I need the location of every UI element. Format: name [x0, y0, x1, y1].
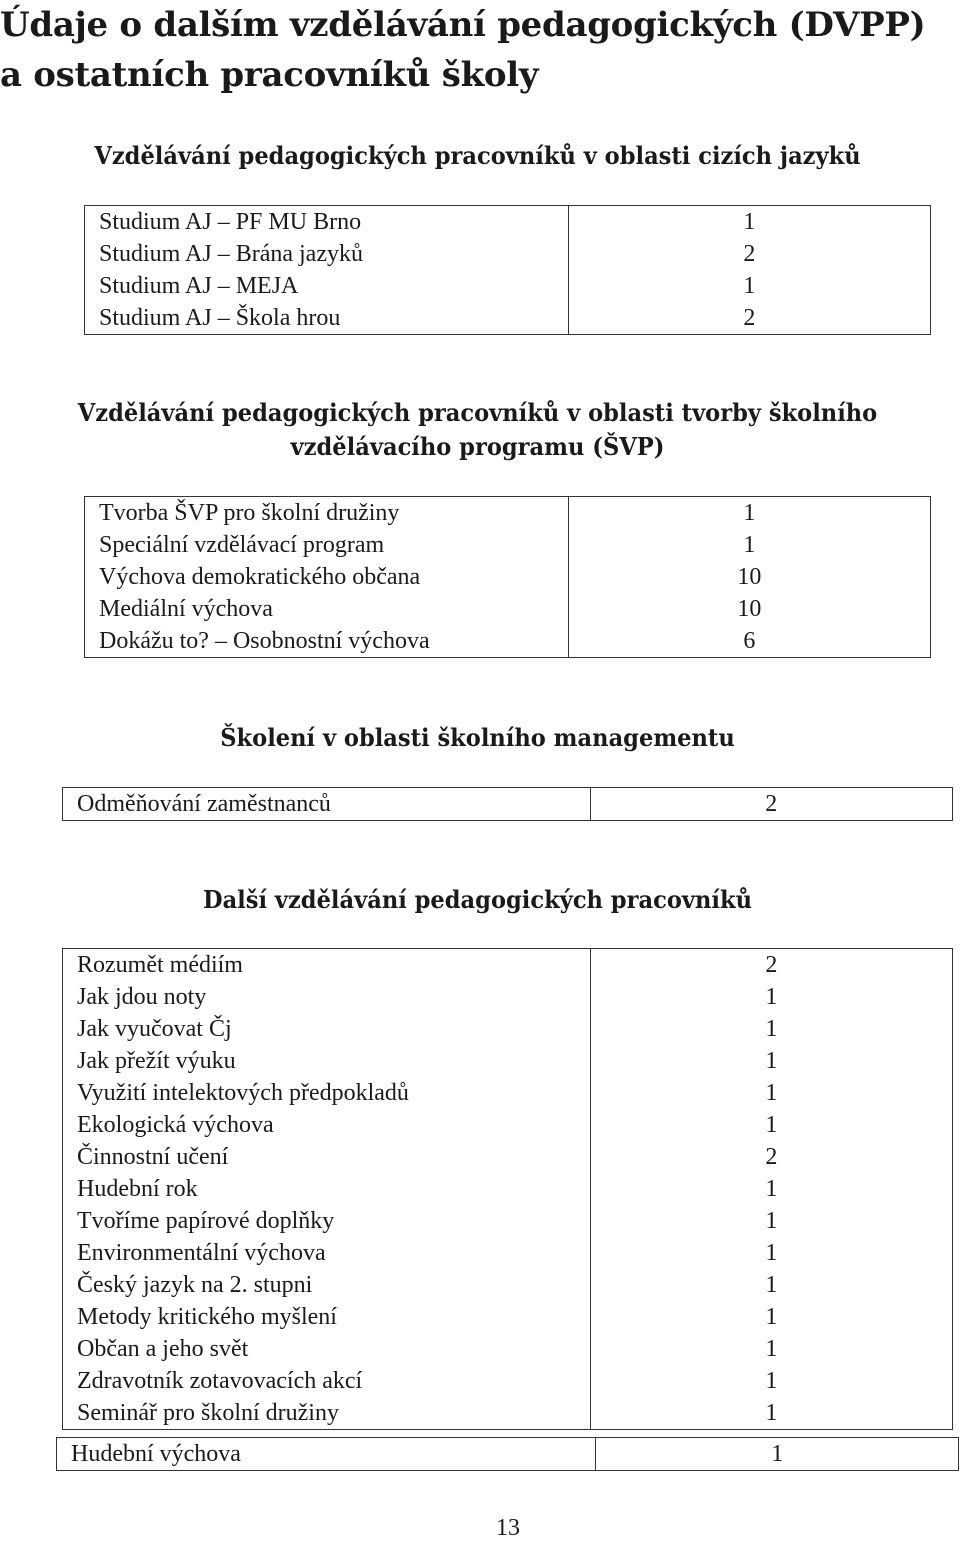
row-value: 1 — [568, 529, 930, 561]
table-row — [63, 1141, 953, 1173]
row-label: Dokážu to? – Osobnostní výchova — [85, 625, 569, 658]
row-label: Tvoříme papírové doplňky — [63, 1205, 591, 1237]
row-label: Jak vyučovat Čj — [63, 1013, 591, 1045]
row-value: 1 — [590, 981, 952, 1013]
table-row — [63, 1237, 953, 1269]
table-svp-body — [85, 497, 931, 658]
table-row — [63, 788, 953, 821]
row-value: 1 — [590, 1269, 952, 1301]
row-label: Činnostní učení — [63, 1141, 591, 1173]
table-languages — [84, 205, 931, 335]
table-row — [63, 949, 953, 982]
row-label: Studium AJ – Brána jazyků — [85, 238, 569, 270]
row-value: 1 — [596, 1438, 959, 1471]
table-management — [62, 787, 953, 821]
row-label: Studium AJ – MEJA — [85, 270, 569, 302]
section-title-languages: Vzdělávání pedagogických pracovníků v oblasti cizích jazyků — [94, 141, 861, 170]
table-row — [57, 1438, 959, 1471]
row-value: 1 — [568, 497, 930, 530]
table-row — [63, 1173, 953, 1205]
table-svp — [84, 496, 931, 658]
row-value: 1 — [590, 1109, 952, 1141]
table-management-body — [63, 788, 953, 821]
table-row — [63, 1269, 953, 1301]
row-label: Jak jdou noty — [63, 981, 591, 1013]
row-label: Environmentální výchova — [63, 1237, 591, 1269]
table-further-education — [62, 948, 953, 1430]
row-value: 1 — [590, 1333, 952, 1365]
row-label: Výchova demokratického občana — [85, 561, 569, 593]
row-label: Odměňování zaměstnanců — [63, 788, 591, 821]
table-row — [85, 561, 931, 593]
section-title-further-education: Další vzdělávání pedagogických pracovníků — [203, 885, 752, 914]
row-label: Využití intelektových předpokladů — [63, 1077, 591, 1109]
row-value: 1 — [590, 1173, 952, 1205]
row-label: Mediální výchova — [85, 593, 569, 625]
row-label: Český jazyk na 2. stupni — [63, 1269, 591, 1301]
row-label: Zdravotník zotavovacích akcí — [63, 1365, 591, 1397]
table-row — [63, 1109, 953, 1141]
table-row — [85, 206, 931, 239]
page-title-line-1: Údaje o dalším vzdělávání pedagogických (DVPP) — [0, 5, 926, 45]
row-value: 1 — [568, 206, 930, 239]
table-row — [85, 270, 931, 302]
table-row — [85, 302, 931, 335]
table-row — [85, 625, 931, 658]
row-label: Rozumět médiím — [63, 949, 591, 982]
page-title-line-2: a ostatních pracovníků školy — [0, 55, 539, 95]
row-value: 2 — [590, 788, 952, 821]
table-row — [63, 981, 953, 1013]
row-label: Speciální vzdělávací program — [85, 529, 569, 561]
row-value: 1 — [590, 1205, 952, 1237]
row-value: 1 — [568, 270, 930, 302]
table-row — [63, 1397, 953, 1430]
table-row — [63, 1365, 953, 1397]
row-value: 6 — [568, 625, 930, 658]
table-further-education-body — [63, 949, 953, 1430]
row-value: 1 — [590, 1301, 952, 1333]
row-value: 2 — [590, 1141, 952, 1173]
row-value: 1 — [590, 1365, 952, 1397]
row-label: Studium AJ – PF MU Brno — [85, 206, 569, 239]
row-value: 1 — [590, 1013, 952, 1045]
row-label: Ekologická výchova — [63, 1109, 591, 1141]
row-label: Studium AJ – Škola hrou — [85, 302, 569, 335]
row-label: Jak přežít výuku — [63, 1045, 591, 1077]
page-number: 13 — [496, 1515, 520, 1541]
row-value: 2 — [568, 302, 930, 335]
row-value: 10 — [568, 593, 930, 625]
table-row — [85, 593, 931, 625]
row-label: Hudební rok — [63, 1173, 591, 1205]
table-row — [85, 497, 931, 530]
row-label: Občan a jeho svět — [63, 1333, 591, 1365]
row-label: Metody kritického myšlení — [63, 1301, 591, 1333]
row-value: 1 — [590, 1077, 952, 1109]
table-further-education-last-body — [57, 1438, 959, 1471]
row-value: 2 — [568, 238, 930, 270]
table-row — [85, 529, 931, 561]
table-further-education-last — [56, 1437, 959, 1471]
table-languages-body — [85, 206, 931, 335]
table-row — [63, 1333, 953, 1365]
page-title — [0, 0, 955, 100]
row-label: Hudební výchova — [57, 1438, 596, 1471]
table-row — [85, 238, 931, 270]
table-row — [63, 1205, 953, 1237]
table-row — [63, 1045, 953, 1077]
row-value: 2 — [590, 949, 952, 982]
row-label: Seminář pro školní družiny — [63, 1397, 591, 1430]
row-value: 1 — [590, 1045, 952, 1077]
table-row — [63, 1077, 953, 1109]
section-title-svp: Vzdělávání pedagogických pracovníků v oblasti tvorby školního vzdělávacího programu (ŠVP) — [77, 398, 878, 461]
section-title-management: Školení v oblasti školního managementu — [220, 723, 735, 752]
table-row — [63, 1013, 953, 1045]
row-value: 10 — [568, 561, 930, 593]
row-value: 1 — [590, 1237, 952, 1269]
table-row — [63, 1301, 953, 1333]
row-label: Tvorba ŠVP pro školní družiny — [85, 497, 569, 530]
row-value: 1 — [590, 1397, 952, 1430]
